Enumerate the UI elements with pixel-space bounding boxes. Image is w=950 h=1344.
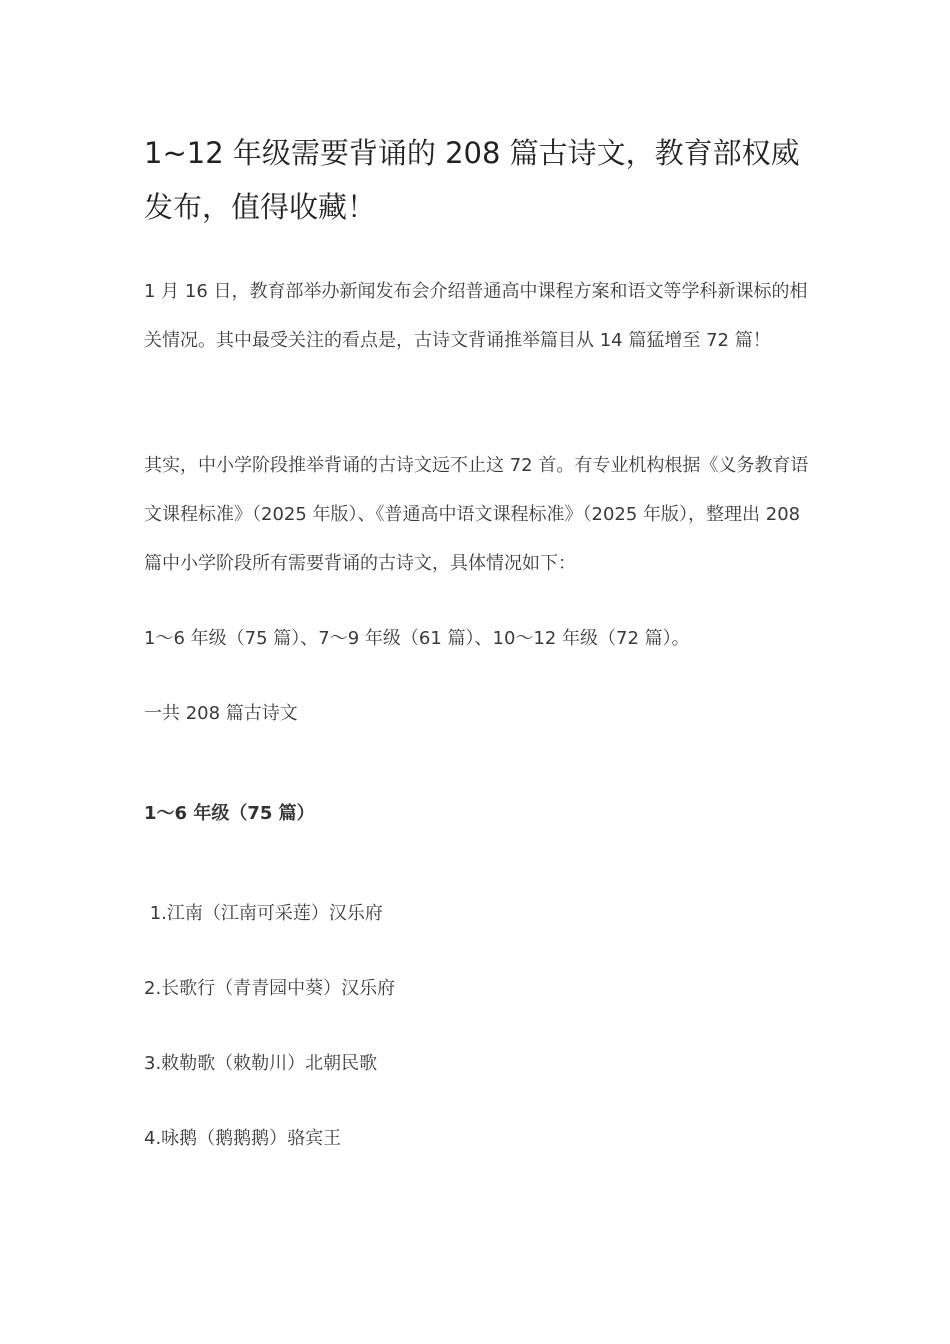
poem-item: 1.江南（江南可采莲）汉乐府: [144, 903, 383, 924]
standards-paragraph: 其实，中小学阶段推举背诵的古诗文远不止这 72 首。有专业机构根据《义务教育语文课程标准》（2025 年版）、《普通高中语文课程标准》（2025 年版），整理出 208 篇中小学阶段所有需要背诵的古诗文，具体情况如下：: [144, 455, 809, 574]
grade-breakdown-paragraph: 1～6 年级（75 篇）、7～9 年级（61 篇）、10～12 年级（72 篇）。: [144, 628, 690, 649]
article-title: 1~12 年级需要背诵的 208 篇古诗文，教育部权威发布，值得收藏！: [144, 136, 800, 224]
poem-list: [144, 889, 395, 1189]
poem-item: 2.长歌行（青青园中葵）汉乐府: [144, 978, 396, 999]
poem-item: 3.敕勒歌（敕勒川）北朝民歌: [144, 1053, 378, 1074]
total-count-paragraph: 一共 208 篇古诗文: [144, 703, 298, 724]
poem-item: 4.咏鹅（鹅鹅鹅）骆宾王: [144, 1128, 342, 1149]
intro-paragraph: 1 月 16 日，教育部举办新闻发布会介绍普通高中课程方案和语文等学科新课标的相关情况。其中最受关注的看点是，古诗文背诵推举篇目从 14 篇猛增至 72 篇！: [144, 281, 808, 351]
section-heading-grades-1-6: 1～6 年级（75 篇）: [144, 803, 315, 824]
